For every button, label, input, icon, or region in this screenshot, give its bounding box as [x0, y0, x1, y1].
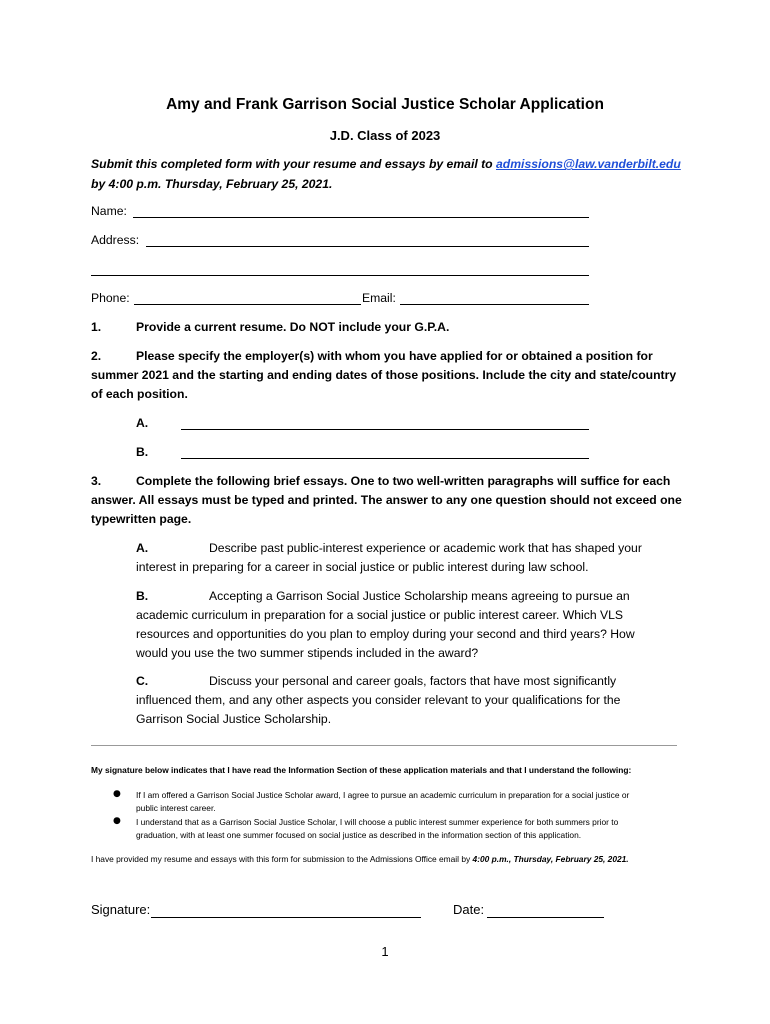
essay-b-line1: Accepting a Garrison Social Justice Scholarship means agreeing to pursue an	[209, 589, 630, 603]
name-label: Name:	[91, 204, 127, 218]
page-number: 1	[381, 944, 389, 959]
employer-a-field[interactable]	[181, 429, 589, 430]
item2-line2: summer 2021 and the starting and ending dates of those positions. Include the city and state/country	[91, 368, 677, 382]
instructions	[91, 155, 691, 194]
essay-b-line3: resources and opportunities do you plan to employ during your second and third years? How	[136, 627, 635, 641]
provided-deadline: 4:00 p.m., Thursday, February 25, 2021.	[472, 854, 629, 864]
item3-line3: typewritten page.	[91, 512, 192, 526]
provided-statement	[91, 853, 629, 866]
item2-line3: of each position.	[91, 387, 188, 401]
employer-a-label: A.	[136, 416, 149, 430]
employer-b-label: B.	[136, 445, 149, 459]
bullet2-line2: graduation, with at least one summer focused on social justice as described in the information section of this application.	[136, 830, 582, 840]
phone-field[interactable]	[134, 304, 361, 305]
essay-b-label: B.	[136, 589, 149, 603]
essay-a-line2: interest in preparing for a career in social justice or public interest during law school.	[136, 560, 589, 574]
bullet1-line2: public interest career.	[136, 803, 216, 813]
essay-b-line2: academic curriculum in preparation for a social justice or public interest career. Which VLS	[136, 608, 624, 622]
section-divider	[91, 745, 677, 746]
signature-field[interactable]	[151, 917, 421, 918]
instructions-deadline: by 4:00 p.m. Thursday, February 25, 2021.	[91, 176, 333, 191]
essay-c-line3: Garrison Social Justice Scholarship.	[136, 712, 332, 726]
item3-line2: answer. All essays must be typed and printed. The answer to any one question should not exceed one	[91, 493, 682, 507]
essay-a-label: A.	[136, 541, 149, 555]
provided-lead: I have provided my resume and essays with this form for submission to the Admissions Office email by	[91, 854, 473, 864]
item1-text: Provide a current resume. Do NOT include your G.P.A.	[136, 320, 450, 334]
name-field[interactable]	[133, 217, 589, 218]
item2-line1: Please specify the employer(s) with whom you have applied for or obtained a position for	[136, 349, 653, 363]
address-label: Address:	[91, 233, 140, 247]
essay-c-label: C.	[136, 674, 149, 688]
bullet-2-icon: ●	[113, 816, 121, 826]
email-field[interactable]	[400, 304, 589, 305]
email-label: Email:	[362, 291, 396, 305]
address-field-line2[interactable]	[91, 275, 589, 276]
bullet2-line1: I understand that as a Garrison Social Justice Scholar, I will choose a public interest summer experience for both summers prior to	[136, 817, 619, 827]
agreement-heading: My signature below indicates that I have read the Information Section of these application materials and that I understand the following:	[91, 765, 632, 775]
essay-b-line4: would you use the two summer stipends included in the award?	[136, 646, 479, 660]
signature-label: Signature:	[91, 902, 151, 917]
essay-a-line1: Describe past public-interest experience or academic work that has shaped your	[209, 541, 642, 555]
item1-number: 1.	[91, 320, 102, 334]
phone-label: Phone:	[91, 291, 130, 305]
date-field[interactable]	[487, 917, 604, 918]
address-field-line1[interactable]	[146, 246, 589, 247]
class-year: J.D. Class of 2023	[329, 128, 441, 143]
admissions-email-link[interactable]: admissions@law.vanderbilt.edu	[496, 157, 681, 171]
employer-b-field[interactable]	[181, 458, 589, 459]
item2-number: 2.	[91, 349, 102, 363]
page-title: Amy and Frank Garrison Social Justice Scholar Application	[166, 96, 604, 113]
item3-line1: Complete the following brief essays. One to two well-written paragraphs will suffice for each	[136, 474, 671, 488]
essay-c-line2: influenced them, and any other aspects you consider relevant to your qualifications for the	[136, 693, 621, 707]
bullet-1-icon: ●	[113, 789, 121, 799]
essay-c-line1: Discuss your personal and career goals, factors that have most significantly	[209, 674, 617, 688]
item3-number: 3.	[91, 474, 102, 488]
date-label: Date:	[453, 902, 485, 917]
bullet1-line1: If I am offered a Garrison Social Justice Scholar award, I agree to pursue an academic curriculum in preparation for a social justice or	[136, 790, 630, 800]
instructions-lead: Submit this completed form with your resume and essays by email to	[91, 157, 496, 171]
